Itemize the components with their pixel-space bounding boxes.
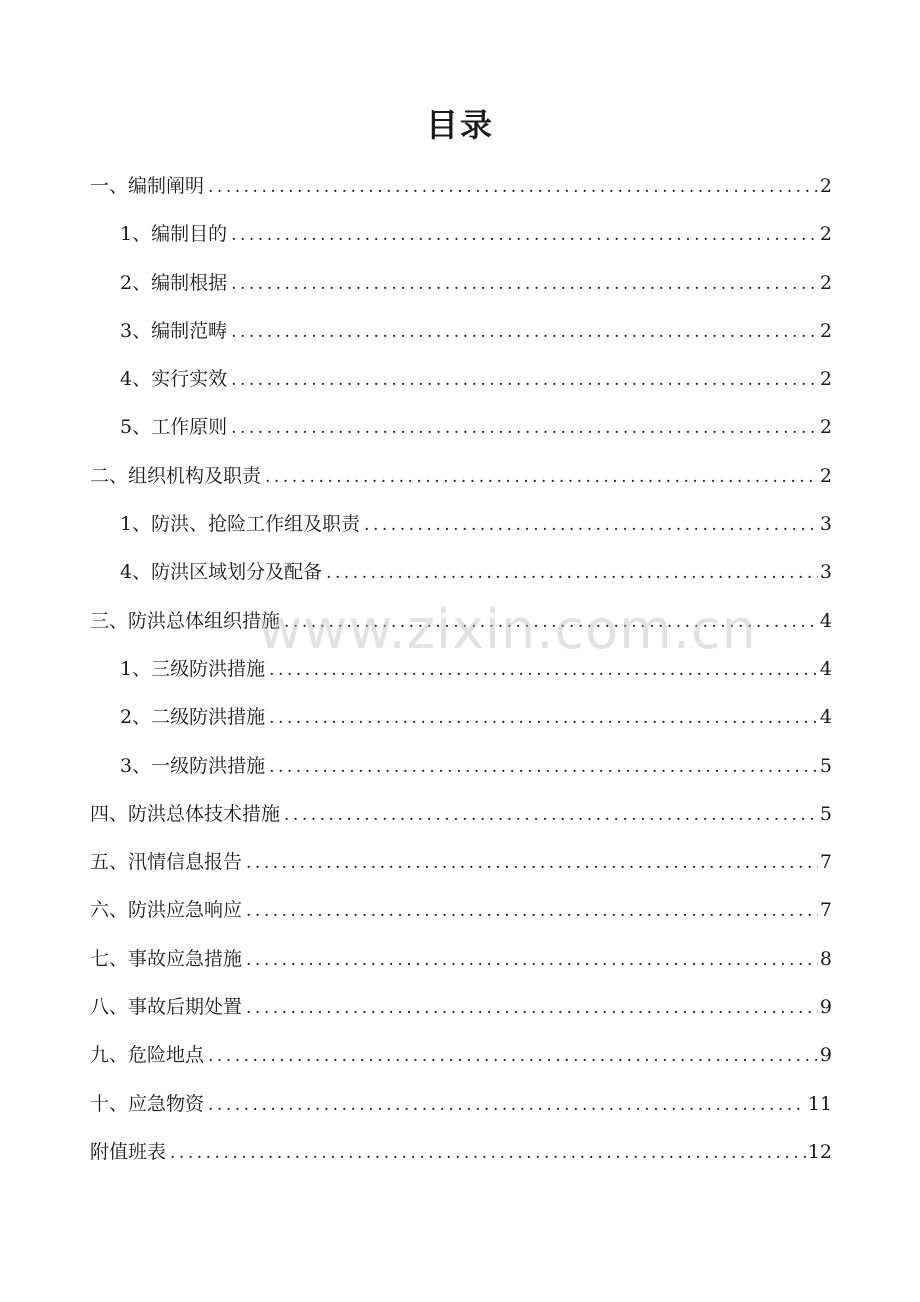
toc-dot-leader bbox=[326, 549, 818, 597]
toc-entry-page-number: 9 bbox=[819, 996, 832, 1019]
toc-dot-leader bbox=[265, 453, 818, 501]
toc-entry-label: 六、防洪应急响应 bbox=[90, 899, 243, 922]
toc-entry[interactable] bbox=[90, 1080, 832, 1128]
toc-dot-leader bbox=[231, 356, 818, 404]
toc-entry-label: 三、防洪总体组织措施 bbox=[90, 609, 281, 632]
toc-entry-label: 4、实行实效 bbox=[120, 368, 228, 391]
toc-entry-page-number: 2 bbox=[819, 368, 832, 391]
toc-entry[interactable] bbox=[90, 210, 832, 258]
toc-entry-label: 1、三级防洪措施 bbox=[120, 657, 266, 680]
toc-entry-page-number: 4 bbox=[819, 609, 832, 632]
toc-entry[interactable] bbox=[90, 645, 832, 693]
toc-dot-leader bbox=[246, 984, 818, 1032]
toc-dot-leader bbox=[170, 1129, 806, 1177]
toc-entry-page-number: 4 bbox=[819, 657, 832, 680]
toc-dot-leader bbox=[231, 404, 818, 452]
toc-entry-page-number: 2 bbox=[819, 271, 832, 294]
toc-entry[interactable] bbox=[90, 548, 832, 596]
toc-entry[interactable] bbox=[90, 838, 832, 886]
toc-entry[interactable] bbox=[90, 403, 832, 451]
toc-entry-page-number: 11 bbox=[807, 1092, 832, 1115]
toc-entry-label: 1、编制目的 bbox=[120, 223, 228, 246]
toc-dot-leader bbox=[246, 887, 818, 935]
toc-entry[interactable] bbox=[90, 935, 832, 983]
toc-dot-leader bbox=[364, 501, 818, 549]
toc-entry[interactable] bbox=[90, 452, 832, 500]
toc-entry-label: 2、编制根据 bbox=[120, 271, 228, 294]
toc-dot-leader bbox=[231, 211, 818, 259]
toc-entry[interactable] bbox=[90, 742, 832, 790]
toc-entry-page-number: 12 bbox=[807, 1140, 832, 1163]
toc-entry[interactable] bbox=[90, 693, 832, 741]
toc-entry-page-number: 2 bbox=[819, 464, 832, 487]
toc-dot-leader bbox=[208, 1081, 806, 1129]
toc-entry-page-number: 5 bbox=[819, 802, 832, 825]
toc-entry[interactable] bbox=[90, 259, 832, 307]
toc-entry-label: 3、编制范畴 bbox=[120, 319, 228, 342]
toc-entry-label: 1、防洪、抢险工作组及职责 bbox=[120, 513, 361, 536]
toc-entry[interactable] bbox=[90, 1128, 832, 1176]
toc-dot-leader bbox=[208, 163, 818, 211]
toc-entry-page-number: 4 bbox=[819, 706, 832, 729]
toc-entry-page-number: 3 bbox=[819, 513, 832, 536]
toc-dot-leader bbox=[284, 598, 818, 646]
toc-entry[interactable] bbox=[90, 983, 832, 1031]
toc-entry-label: 五、汛情信息报告 bbox=[90, 851, 243, 874]
toc-entry-label: 七、事故应急措施 bbox=[90, 947, 243, 970]
toc-entry-label: 十、应急物资 bbox=[90, 1092, 205, 1115]
toc-dot-leader bbox=[246, 839, 818, 887]
toc-entry-page-number: 3 bbox=[819, 561, 832, 584]
toc-entry-label: 九、危险地点 bbox=[90, 1044, 205, 1067]
toc-entry[interactable] bbox=[90, 790, 832, 838]
toc-entry-label: 附值班表 bbox=[90, 1140, 167, 1163]
toc-entry-label: 四、防洪总体技术措施 bbox=[90, 802, 281, 825]
toc-dot-leader bbox=[231, 260, 818, 308]
toc-dot-leader bbox=[208, 1032, 818, 1080]
watermark: www.zixin.com.cn bbox=[258, 598, 757, 661]
toc-entry[interactable] bbox=[90, 597, 832, 645]
toc-entry[interactable] bbox=[90, 162, 832, 210]
toc-entry-page-number: 8 bbox=[819, 947, 832, 970]
toc-entry-label: 4、防洪区域划分及配备 bbox=[120, 561, 323, 584]
toc-entry-page-number: 5 bbox=[819, 754, 832, 777]
toc-entry-page-number: 9 bbox=[819, 1044, 832, 1067]
toc-entry[interactable] bbox=[90, 500, 832, 548]
toc-entry[interactable] bbox=[90, 307, 832, 355]
toc-dot-leader bbox=[284, 791, 818, 839]
toc-entry-label: 3、一级防洪措施 bbox=[120, 754, 266, 777]
toc-dot-leader bbox=[246, 936, 818, 984]
toc-entry[interactable] bbox=[90, 355, 832, 403]
page-title: 目录 bbox=[425, 106, 494, 144]
toc-entry[interactable] bbox=[90, 1031, 832, 1079]
toc-entry-label: 一、编制阐明 bbox=[90, 175, 205, 197]
toc-entry-label: 5、工作原则 bbox=[120, 416, 228, 439]
toc-entry-page-number: 2 bbox=[819, 416, 832, 439]
toc-dot-leader bbox=[269, 694, 818, 742]
toc-entry-label: 二、组织机构及职责 bbox=[90, 464, 262, 487]
toc-dot-leader bbox=[269, 646, 818, 694]
toc-entry-page-number: 7 bbox=[819, 899, 832, 922]
toc-entry-page-number: 7 bbox=[819, 851, 832, 874]
toc-entry-label: 八、事故后期处置 bbox=[90, 996, 243, 1019]
toc-entry-page-number: 2 bbox=[819, 175, 832, 197]
toc-dot-leader bbox=[269, 743, 818, 791]
toc-entry-page-number: 2 bbox=[819, 223, 832, 246]
toc-entry-page-number: 2 bbox=[819, 319, 832, 342]
toc-entry[interactable] bbox=[90, 886, 832, 934]
toc-entry-label: 2、二级防洪措施 bbox=[120, 706, 266, 729]
table-of-contents bbox=[90, 162, 832, 1176]
toc-dot-leader bbox=[231, 308, 818, 356]
